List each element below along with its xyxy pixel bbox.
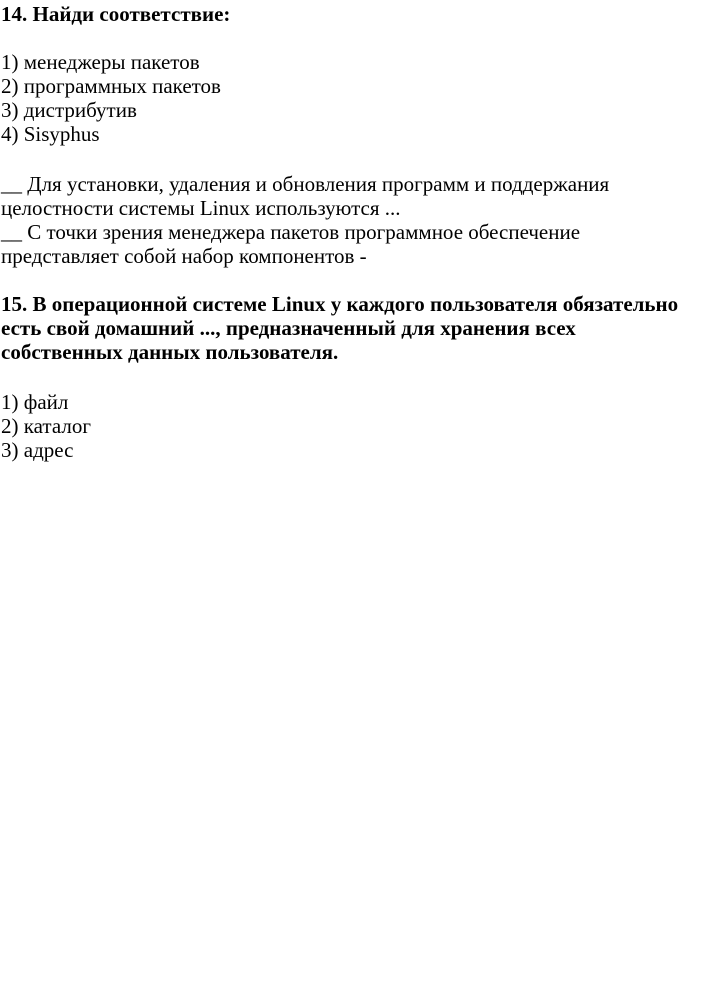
q14-statement-1-line-2: целостности системы Linux используются ...	[1, 196, 401, 220]
question-15-title-line-3: собственных данных пользователя.	[1, 340, 339, 364]
q14-option-3: 3) дистрибутив	[1, 98, 137, 122]
q15-option-3: 3) адрес	[1, 438, 74, 462]
q15-option-1: 1) файл	[1, 390, 69, 414]
q14-option-1: 1) менеджеры пакетов	[1, 50, 200, 74]
q15-option-2: 2) каталог	[1, 414, 91, 438]
q14-statement-2-line-2: представляет собой набор компонентов -	[1, 244, 367, 268]
q14-statement-2-line-1: __ С точки зрения менеджера пакетов программное обеспечение	[1, 220, 581, 244]
question-14-title: 14. Найди соответствие:	[1, 2, 231, 26]
q14-option-2: 2) программных пакетов	[1, 74, 221, 98]
question-15-title-line-1: 15. В операционной системе Linux у каждого пользователя обязательно	[1, 292, 679, 316]
question-15-title-line-2: есть свой домашний ..., предназначенный для хранения всех	[1, 316, 576, 340]
q14-option-4: 4) Sisyphus	[1, 122, 100, 146]
q14-statement-1-line-1: __ Для установки, удаления и обновления программ и поддержания	[1, 172, 610, 196]
